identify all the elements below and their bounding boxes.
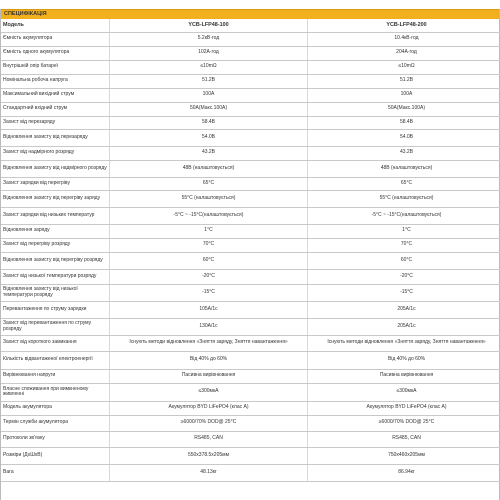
spec-value-200: 43.2В	[308, 146, 500, 160]
spec-label: Захист від короткого замикання	[1, 335, 110, 351]
spec-value-100: RS485, CAN	[110, 431, 308, 447]
spec-value-200: 54.0В	[308, 129, 500, 146]
section-header: СПЕЦИФІКАЦІЯ	[1, 9, 499, 19]
spec-value-100: YCB-LFP48-100	[110, 19, 308, 32]
spec-value-100: 5.2кВ·год	[110, 32, 308, 46]
spec-label: Захист зарядки від перегріву	[1, 177, 110, 190]
spec-row	[1, 383, 500, 401]
spec-label: Захист від перегріву розряду	[1, 238, 110, 252]
spec-row	[1, 207, 500, 224]
spec-value-200: -20°C	[308, 269, 500, 284]
spec-label: Перевантаження по струму зарядки	[1, 301, 110, 318]
spec-value-100: 105A/1с	[110, 301, 308, 318]
spec-value-100: 48.13кг	[110, 464, 308, 481]
spec-value-100: -15°C	[110, 284, 308, 301]
spec-row	[1, 318, 500, 335]
spec-value-100: 550x378.5x205мм	[110, 447, 308, 464]
spec-row	[1, 190, 500, 207]
spec-label: Захист від надмірного розряду	[1, 146, 110, 160]
spec-row	[1, 60, 500, 74]
spec-value-200: 55°C (налаштовується)	[308, 190, 500, 207]
spec-label: Захист зарядки від низьких температур	[1, 207, 110, 224]
spec-value-200: 50A(Макс.100A)	[308, 102, 500, 116]
spec-row	[1, 269, 500, 284]
spec-value-200: 750x460x205мм	[308, 447, 500, 464]
spec-value-200: 1°C	[308, 224, 500, 238]
spec-row	[1, 46, 500, 60]
spec-label: Вирівнювання напруги	[1, 369, 110, 383]
spec-value-100: 65°C	[110, 177, 308, 190]
spec-value-200: 48В (налаштовується)	[308, 160, 500, 177]
spec-label: Кількість відвантаженої електроенергії	[1, 351, 110, 369]
spec-label: Термін служби акумулятора	[1, 415, 110, 431]
spec-value-100: Акумулятор BYD LiFePO4 (клас A)	[110, 401, 308, 415]
spec-value-100: 48В (налаштовується)	[110, 160, 308, 177]
spec-label: Відновлення захисту від перезаряду	[1, 129, 110, 146]
spec-label: Модель акумулятора	[1, 401, 110, 415]
spec-label: Захист від перевантаження по струму розряду	[1, 318, 110, 335]
spec-value-100: 70°C	[110, 238, 308, 252]
spec-label: Вага	[1, 464, 110, 481]
spec-value-200: ≥6000/70% DOD@ 25°C	[308, 415, 500, 431]
spec-row	[1, 88, 500, 102]
spec-label: Максимальний вихідний струм	[1, 88, 110, 102]
spec-row	[1, 238, 500, 252]
spec-label: Ємність акумулятора	[1, 32, 110, 46]
spec-row	[1, 369, 500, 383]
spec-value-200: 100A	[308, 88, 500, 102]
spec-value-200: 205A/1с	[308, 301, 500, 318]
spec-label: Власне споживання при вимкненому живленні	[1, 383, 110, 401]
spec-row	[1, 116, 500, 129]
spec-row	[1, 284, 500, 301]
spec-label: Внутрішній опір батареї	[1, 60, 110, 74]
spec-value-100: 1°C	[110, 224, 308, 238]
spec-label: Розміри (ДxШxВ)	[1, 447, 110, 464]
spec-label: Відновлення захисту від низької температури розряду	[1, 284, 110, 301]
spec-value-200: RS485, CAN	[308, 431, 500, 447]
spec-value-100: 102А·год	[110, 46, 308, 60]
spec-row	[1, 431, 500, 447]
spec-value-200: Від 40% до 60%	[308, 351, 500, 369]
spec-label: Відновлення заряду	[1, 224, 110, 238]
spec-value-200: 60°C	[308, 252, 500, 269]
spec-value-200: 204А·год	[308, 46, 500, 60]
spec-value-100: ≤300мкА	[110, 383, 308, 401]
spec-value-100: 58.4В	[110, 116, 308, 129]
spec-label: Номінальна робоча напруга	[1, 74, 110, 88]
spec-value-200: 205A/1с	[308, 318, 500, 335]
spec-row	[1, 401, 500, 415]
spec-row	[1, 415, 500, 431]
spec-value-100: Пасивна вирівнювання	[110, 369, 308, 383]
spec-value-100: -20°C	[110, 269, 308, 284]
spec-value-200: Акумулятор BYD LiFePO4 (клас A)	[308, 401, 500, 415]
spec-row	[1, 177, 500, 190]
spec-value-200: 58.4В	[308, 116, 500, 129]
spec-table	[1, 19, 500, 482]
spec-value-100: 60°C	[110, 252, 308, 269]
spec-row	[1, 351, 500, 369]
spec-row	[1, 464, 500, 481]
spec-row	[1, 160, 500, 177]
spec-row	[1, 74, 500, 88]
spec-value-200: Існують методи відновлення «Зняття заряду, Зняття навантаження»	[308, 335, 500, 351]
spec-row	[1, 19, 500, 32]
spec-row	[1, 129, 500, 146]
spec-label: Відновлення захисту від перегріву заряду	[1, 190, 110, 207]
spec-row	[1, 146, 500, 160]
spec-value-200: YCB-LFP48-200	[308, 19, 500, 32]
spec-value-200: ≤300мкА	[308, 383, 500, 401]
spec-label: Модель	[1, 19, 110, 32]
spec-row	[1, 301, 500, 318]
spec-row	[1, 32, 500, 46]
spec-value-200: 86.94кг	[308, 464, 500, 481]
spec-value-200: -5°C ~ -15°C(налаштовується)	[308, 207, 500, 224]
spec-row	[1, 335, 500, 351]
spec-value-200: 65°C	[308, 177, 500, 190]
spec-value-100: 55°C (налаштовується)	[110, 190, 308, 207]
spec-label: Ємність одного акумулятора	[1, 46, 110, 60]
spec-value-100: ≤10mΩ	[110, 60, 308, 74]
spec-value-100: Існують методи відновлення «Зняття заряду, Зняття навантаження»	[110, 335, 308, 351]
spec-row	[1, 102, 500, 116]
spec-value-100: 50A(Макс.100A)	[110, 102, 308, 116]
spec-label: Відновлення захисту від надмірного розряду	[1, 160, 110, 177]
spec-label: Стандартний вхідний струм	[1, 102, 110, 116]
spec-row	[1, 252, 500, 269]
spec-value-100: 43.2В	[110, 146, 308, 160]
spec-value-100: ≥6000/70% DOD@ 25°C	[110, 415, 308, 431]
spec-value-100: -5°C ~ -15°C(налаштовується)	[110, 207, 308, 224]
spec-label: Відновлення захисту від перегріву розряду	[1, 252, 110, 269]
spec-value-100: 51.2В	[110, 74, 308, 88]
spec-row	[1, 447, 500, 464]
spec-row	[1, 224, 500, 238]
spec-sheet	[0, 9, 500, 482]
spec-value-100: 54.0В	[110, 129, 308, 146]
spec-value-100: Від 40% до 60%	[110, 351, 308, 369]
spec-value-100: 130A/1с	[110, 318, 308, 335]
spec-value-200: Пасивна вирівнювання	[308, 369, 500, 383]
spec-value-100: 100A	[110, 88, 308, 102]
spec-value-200: -15°C	[308, 284, 500, 301]
spec-label: Протоколи зв'язку	[1, 431, 110, 447]
spec-label: Захист від перезаряду	[1, 116, 110, 129]
spec-value-200: 51.2В	[308, 74, 500, 88]
spec-value-200: 10.4кВ·год	[308, 32, 500, 46]
spec-label: Захист від низької температури розряду	[1, 269, 110, 284]
spec-value-200: ≤10mΩ	[308, 60, 500, 74]
spec-value-200: 70°C	[308, 238, 500, 252]
